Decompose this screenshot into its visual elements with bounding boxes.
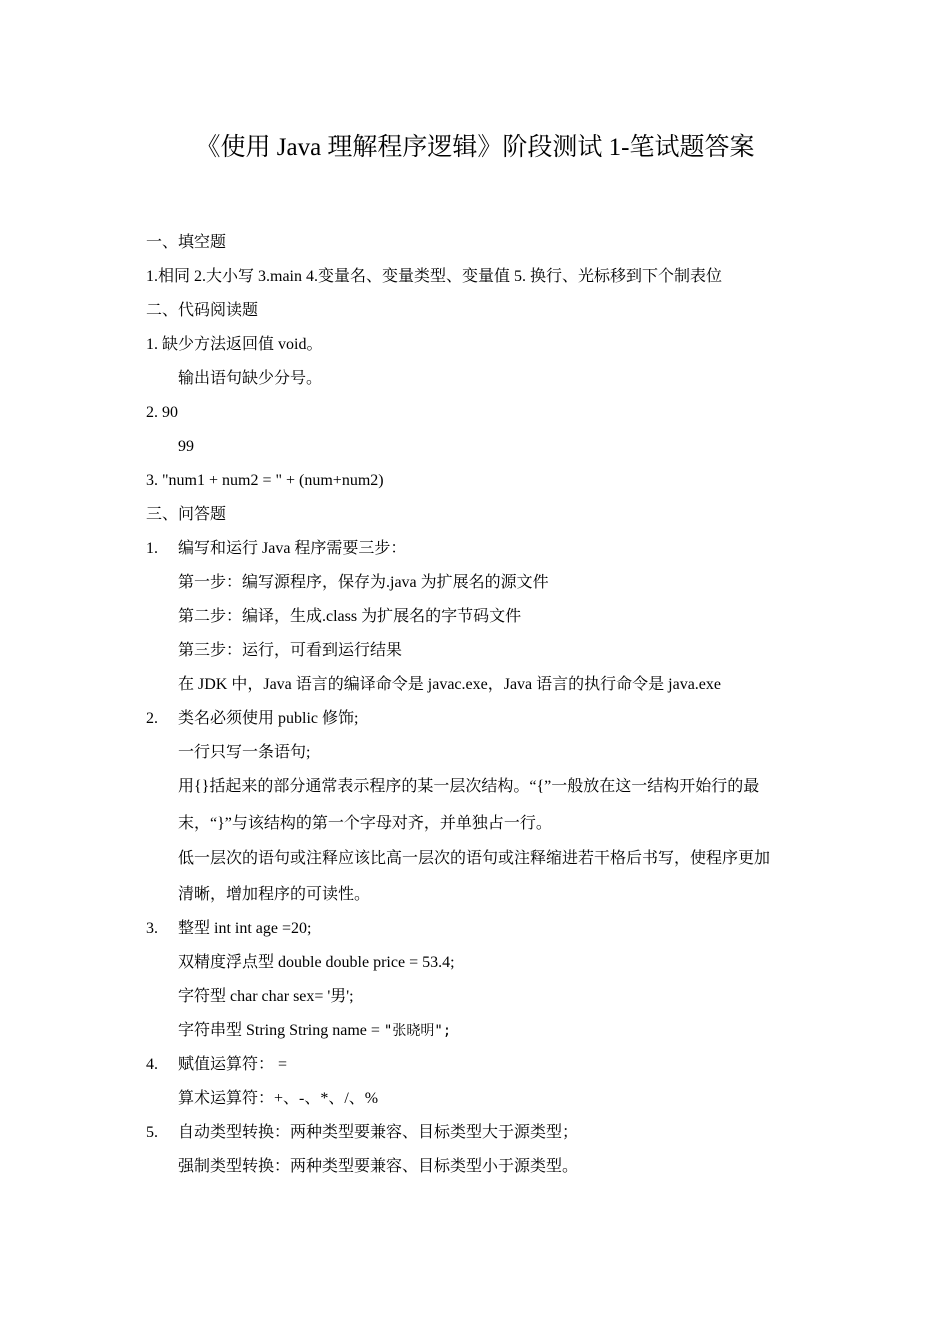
qa-q5-number: 5. — [146, 1124, 158, 1141]
qa-q3-number: 3. — [146, 920, 158, 937]
qa-q5-line1: 自动类型转换：两种类型要兼容、目标类型大于源类型； — [178, 1124, 579, 1141]
qa-q2-line: 末，“}”与该结构的第一个字母对齐，并单独占一行。 — [178, 815, 552, 832]
qa-q3-line2: 双精度浮点型 double double price = 53.4; — [178, 954, 455, 971]
qa-q3-line1: 整型 int int age =20; — [178, 920, 312, 937]
document-title: 《使用 Java 理解程序逻辑》阶段测试 1-笔试题答案 — [195, 134, 755, 161]
qa-q1-line: 编写和运行 Java 程序需要三步： — [178, 540, 407, 557]
qa-q2-number: 2. — [146, 710, 158, 727]
section-heading-fill-in: 一、填空题 — [146, 234, 227, 251]
qa-q2-line: 清晰，增加程序的可读性。 — [178, 886, 371, 903]
qa-q1-line: 第三步：运行，可看到运行结果 — [178, 642, 403, 659]
qa-q1-line: 第二步：编译，生成.class 为扩展名的字节码文件 — [178, 608, 522, 625]
section-heading-code-reading: 二、代码阅读题 — [146, 302, 259, 319]
qa-q2-line: 一行只写一条语句; — [178, 744, 311, 761]
qa-q3-line4-prefix: 字符串型 String String name = — [178, 1022, 384, 1039]
qa-q1-line: 第一步：编写源程序，保存为.java 为扩展名的源文件 — [178, 574, 549, 591]
qa-q5-line2: 强制类型转换：两种类型要兼容、目标类型小于源类型。 — [178, 1158, 579, 1175]
fill-in-answers: 1.相同 2.大小写 3.main 4.变量名、变量类型、变量值 5. 换行、光标移到下个制表位 — [146, 268, 722, 285]
qa-q1-number: 1. — [146, 540, 158, 557]
qa-q3-line3: 字符型 char char sex= '男'; — [178, 988, 354, 1005]
section-heading-qa: 三、问答题 — [146, 506, 227, 523]
qa-q4-number: 4. — [146, 1056, 158, 1073]
qa-q2-line: 类名必须使用 public 修饰; — [178, 710, 359, 727]
qa-q4-line2: 算术运算符：+、-、*、/、% — [178, 1090, 379, 1107]
code-reading-q1-line2: 输出语句缺少分号。 — [178, 370, 323, 387]
qa-q1-line: 在 JDK 中，Java 语言的编译命令是 javac.exe，Java 语言的执行命令是 java.exe — [178, 676, 722, 693]
code-reading-q3-line1: 3. "num1 + num2 = " + (num+num2) — [146, 472, 384, 489]
qa-q2-line: 低一层次的语句或注释应该比高一层次的语句或注释缩进若干格后书写，使程序更加 — [178, 850, 771, 867]
qa-q3-line4-code: "张晓明"; — [383, 1023, 452, 1039]
qa-q2-line: 用{}括起来的部分通常表示程序的某一层次结构。“{”一般放在这一结构开始行的最 — [178, 778, 760, 795]
code-reading-q2-line1: 2. 90 — [146, 404, 178, 421]
code-reading-q2-line2: 99 — [178, 438, 194, 455]
qa-q4-line1: 赋值运算符： = — [178, 1056, 288, 1073]
qa-q3-line4 — [178, 1019, 451, 1043]
code-reading-q1-line1: 1. 缺少方法返回值 void。 — [146, 336, 323, 353]
